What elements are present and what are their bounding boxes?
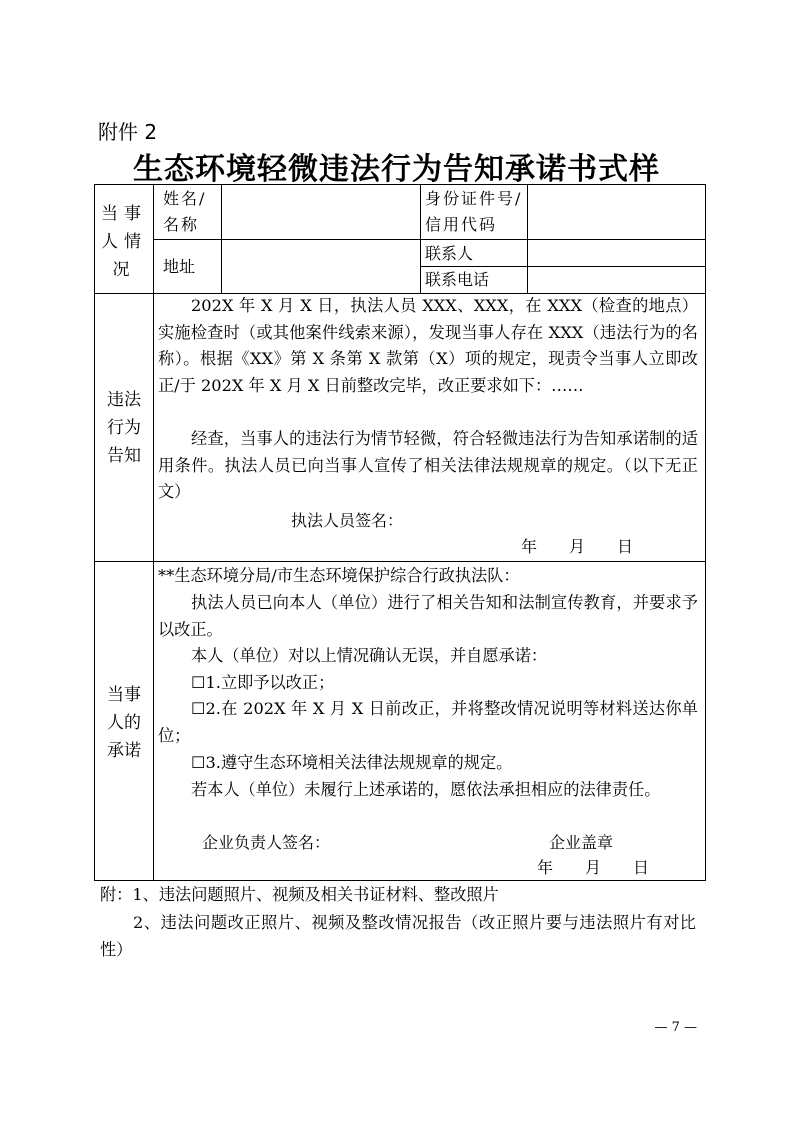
commitment-addressee: **生态环境分局/市生态环境保护综合行政执法队： bbox=[158, 566, 520, 585]
commitment-section-label: 当事人的承诺 bbox=[107, 685, 141, 761]
footnote-line-2: 2、违法问题改正照片、视频及整改情况报告（改正照片要与违法照片有对比性） bbox=[100, 913, 696, 959]
attachment-label: 附件 2 bbox=[98, 120, 158, 144]
name-label: 姓名/名称 bbox=[163, 189, 207, 234]
commitment-form-table bbox=[94, 184, 706, 881]
party-section-label: 当事人情况 bbox=[101, 204, 147, 280]
notice-date-line: 年 月 日 bbox=[521, 537, 634, 556]
commitment-paragraph-2: 本人（单位）对以上情况确认无误，并自愿承诺： bbox=[191, 646, 548, 665]
id-label: 身份证件号/信用代码 bbox=[425, 189, 523, 234]
commitment-paragraph-3: 若本人（单位）未履行上述承诺的，愿依法承担相应的法律责任。 bbox=[191, 780, 661, 799]
company-seal-label: 企业盖章 bbox=[549, 833, 614, 852]
footnote-line-1: 附：1、违法问题照片、视频及相关书证材料、整改照片 bbox=[100, 885, 499, 904]
address-label: 地址 bbox=[163, 257, 196, 276]
commitment-option-3[interactable]: ☐3.遵守生态环境相关法律法规规章的规定。 bbox=[191, 753, 513, 772]
page-number: — 7 — bbox=[654, 1020, 697, 1035]
page-title: 生态环境轻微违法行为告知承诺书式样 bbox=[133, 152, 660, 187]
commitment-option-1[interactable]: ☐1.立即予以改正； bbox=[191, 673, 335, 692]
commitment-date-line: 年 月 日 bbox=[537, 858, 650, 877]
contact-label: 联系人 bbox=[425, 244, 474, 263]
row-divider bbox=[153, 239, 705, 240]
phone-label: 联系电话 bbox=[425, 270, 490, 289]
officer-signature-label: 执法人员签名： bbox=[291, 511, 404, 530]
notice-paragraph-2: 经查，当事人的违法行为情节轻微，符合轻微违法行为告知承诺制的适用条件。执法人员已向当事人宣传了相关法律法规规章的规定。（以下无正文） bbox=[158, 429, 698, 502]
column-divider bbox=[153, 185, 154, 880]
manager-signature-label: 企业负责人签名： bbox=[202, 833, 331, 852]
commitment-paragraph-1: 执法人员已向本人（单位）进行了相关告知和法制宣传教育，并要求予以改正。 bbox=[158, 593, 698, 639]
notice-paragraph-1: 202X 年 X 月 X 日，执法人员 XXX、XXX，在 XXX（检查的地点）实施检查时（或其他案件线索来源），发现当事人存在 XXX（违法行为的名称）。根据《XX》第 X 条第 X 款第（X）项的规定，现责令当事人立即改正/于 202X 年 X 月 X 日前整改完毕，改正要求如下：…… bbox=[158, 296, 698, 395]
commitment-option-2[interactable]: ☐2.在 202X 年 X 月 X 日前改正，并将整改情况说明等材料送达你单位； bbox=[158, 699, 698, 745]
notice-section-label: 违法行为告知 bbox=[107, 390, 141, 466]
row-divider bbox=[95, 561, 705, 562]
